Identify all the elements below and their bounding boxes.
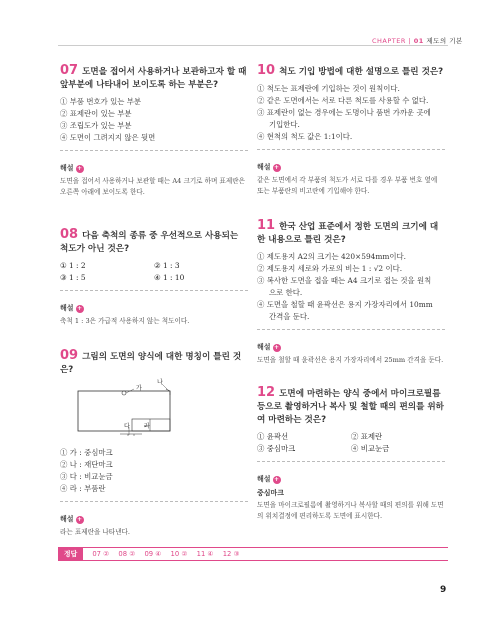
explanation-text: 라는 표제란을 나타낸다. xyxy=(60,528,130,536)
question-10 xyxy=(257,64,445,197)
explanation-text: 도면을 접어서 사용하거나 보관할 때는 A4 크기로 하며 표제란은 오른쪽 아래에 보이도록 한다. xyxy=(60,177,245,196)
label-ra: 라 xyxy=(144,423,150,430)
option-1: ① 가 : 중심마크 xyxy=(60,448,113,457)
question-number: 10 xyxy=(257,63,276,78)
answer-key xyxy=(58,547,448,561)
right-column xyxy=(257,64,445,522)
question-10-text: 10 척도 기입 방법에 대한 설명으로 틀린 것은? xyxy=(257,63,444,78)
question-11 xyxy=(257,219,445,366)
question-number: 12 xyxy=(257,385,276,400)
label-na: 나 xyxy=(157,379,163,386)
chapter-number: 01 xyxy=(413,37,424,45)
question-07-text: 07 도면을 접어서 사용하거나 보관하고자 할 때 앞부분에 나타내어 보이도록 하는 부분은? xyxy=(60,63,247,90)
explanation-label: 해설 + xyxy=(257,163,280,171)
explanation xyxy=(257,329,445,366)
label-ga: 가 xyxy=(136,385,142,392)
answer-item: 09 ④ xyxy=(144,550,162,558)
option-4: ④ 라 : 부품란 xyxy=(60,484,106,493)
plus-icon: + xyxy=(77,516,83,523)
option-2: ② 같은 도면에서는 서로 다른 척도를 사용할 수 없다. xyxy=(257,96,429,105)
option-1: ① 척도는 표제란에 기입하는 것이 원칙이다. xyxy=(257,84,400,93)
explanation-text: 도면을 마이크로필름에 촬영하거나 복사할 때의 편의를 위해 도면의 위치결정에 편리하도록 도면에 표시한다. xyxy=(257,501,444,520)
option-4-cont: 간격을 둔다. xyxy=(269,312,310,321)
drawing-format-diagram xyxy=(72,381,192,443)
option-3: ③ 조립도가 있는 부분 xyxy=(60,121,132,130)
option-3: ③ 복사한 도면을 접을 때는 A4 크기로 접는 것을 원칙 xyxy=(257,276,432,285)
explanation-label: 해설 + xyxy=(60,304,83,312)
plus-icon: + xyxy=(274,344,280,351)
option-2: ② 제도용지 세로와 가로의 비는 1 : √2 이다. xyxy=(257,264,403,273)
option-4: ④ 비교눈금 xyxy=(351,444,390,453)
explanation-label: 해설 + xyxy=(60,515,83,523)
question-09-text: 09 그림의 도면의 양식에 대한 명칭이 틀린 것은? xyxy=(60,348,242,375)
explanation xyxy=(60,501,248,538)
plus-icon: + xyxy=(77,305,83,312)
answer-item: 10 ② xyxy=(170,550,188,558)
option-3: ③ 표제란이 없는 경우에는 도명이나 품번 가까운 곳에 xyxy=(257,108,431,117)
option-1: ① 윤곽선 xyxy=(257,432,289,441)
option-1: ① 1 : 2 xyxy=(60,261,86,270)
question-number: 08 xyxy=(60,227,79,242)
explanation-label: 해설 + xyxy=(60,164,83,172)
option-2: ② 나 : 재단마크 xyxy=(60,460,113,469)
option-2: ② 표제란 xyxy=(351,432,383,441)
question-12-text: 12 도면에 마련하는 양식 중에서 마이크로필름 등으로 촬영하거나 복사 및 철할 때의 편의를 위하여 마련하는 것은? xyxy=(257,385,444,425)
option-2: ② 표제란이 있는 부분 xyxy=(60,109,132,118)
option-1: ① 제도용지 A2의 크기는 420×594mm이다. xyxy=(257,252,406,261)
option-3-cont: 으로 한다. xyxy=(269,288,303,297)
left-column xyxy=(60,64,248,538)
option-3-cont: 기입한다. xyxy=(269,120,300,129)
option-1: ① 부품 번호가 있는 부분 xyxy=(60,97,142,106)
header-rule xyxy=(58,45,448,46)
question-07 xyxy=(60,64,248,198)
answer-item: 12 ③ xyxy=(222,550,240,558)
explanation-text: 도면을 철할 때 윤곽선은 용지 가장자리에서 25mm 간격을 둔다. xyxy=(257,356,444,364)
plus-icon: + xyxy=(274,164,280,171)
question-number: 07 xyxy=(60,63,79,78)
chapter-label: CHAPTER xyxy=(372,37,406,45)
explanation xyxy=(60,150,248,198)
option-3: ③ 1 : 5 xyxy=(60,273,86,282)
drawing-format-figure xyxy=(72,381,192,443)
page-number: 9 xyxy=(440,585,447,595)
answer-item: 07 ② xyxy=(92,550,110,558)
explanation xyxy=(257,461,445,522)
question-08-text: 08 다음 축척의 종류 중 우선적으로 사용되는 척도가 아닌 것은? xyxy=(60,227,239,254)
question-number: 11 xyxy=(257,218,276,233)
chapter-header: CHAPTER | 01 제도의 기본 xyxy=(372,37,463,45)
chapter-title: 제도의 기본 xyxy=(426,37,463,45)
question-12 xyxy=(257,386,445,522)
option-3: ③ 다 : 비교눈금 xyxy=(60,472,113,481)
explanation-label: 해설 + xyxy=(257,475,280,483)
explanation xyxy=(257,149,445,197)
option-4: ④ 1 : 10 xyxy=(154,273,185,282)
question-08 xyxy=(60,228,248,327)
explanation xyxy=(60,290,248,327)
option-4: ④ 도면이 그려지지 않은 뒷면 xyxy=(60,133,156,142)
option-4: ④ 도면을 철할 때 윤곽선은 용지 가장자리에서 10mm xyxy=(257,300,433,309)
plus-icon: + xyxy=(274,476,280,483)
option-2: ② 1 : 3 xyxy=(154,261,180,270)
explanation-text: 축척 1 : 3은 가급적 사용하지 않는 척도이다. xyxy=(60,317,190,325)
option-4: ④ 현척의 척도 값은 1:1이다. xyxy=(257,132,353,141)
explanation-label: 해설 + xyxy=(257,343,280,351)
label-da: 다 xyxy=(124,423,130,430)
explanation-title: 중심마크 xyxy=(257,489,285,497)
answer-item: 11 ④ xyxy=(196,550,214,558)
answer-key-label: 정답 xyxy=(58,548,83,560)
explanation-text: 같은 도면에서 각 부품의 척도가 서로 다를 경우 부품 번호 옆에 또는 부품란의 비고란에 기입해야 한다. xyxy=(257,176,438,195)
option-3: ③ 중심마크 xyxy=(257,444,296,453)
question-number: 09 xyxy=(60,348,79,363)
question-11-text: 11 한국 산업 표준에서 정한 도면의 크기에 대한 내용으로 틀린 것은? xyxy=(257,218,439,245)
question-09 xyxy=(60,349,248,538)
answer-item: 08 ② xyxy=(118,550,136,558)
plus-icon: + xyxy=(77,165,83,172)
